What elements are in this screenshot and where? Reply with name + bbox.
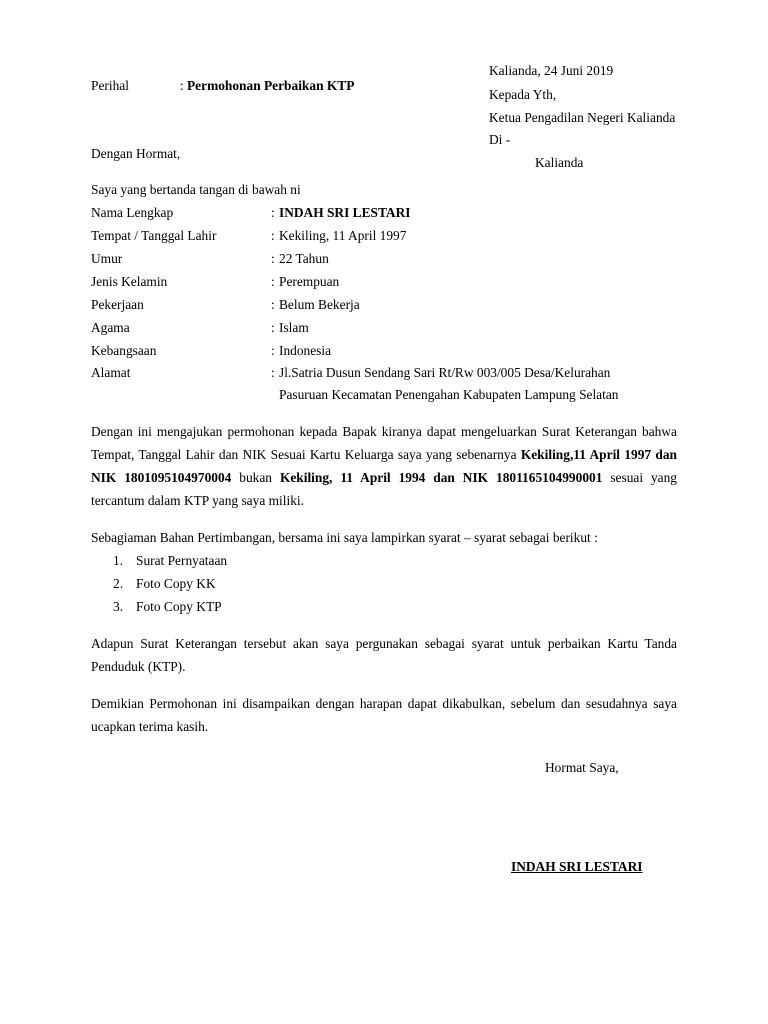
field-row	[91, 274, 691, 292]
recipient-line-2: Ketua Pengadilan Negeri Kalianda	[489, 110, 676, 125]
address-line-2: Pasuruan Kecamatan Penengahan Kabupaten Lampung Selatan	[279, 387, 619, 402]
field-label: Agama	[91, 320, 130, 335]
field-value: Belum Bekerja	[279, 297, 360, 312]
field-label: Jenis Kelamin	[91, 274, 168, 289]
field-value: Kekiling, 11 April 1997	[279, 228, 407, 243]
list-text: Foto Copy KK	[136, 576, 216, 591]
subject-label: Perihal	[91, 78, 129, 93]
field-label: Alamat	[91, 365, 131, 380]
list-number: 2.	[113, 576, 124, 591]
field-label: Kebangsaan	[91, 343, 157, 358]
purpose-paragraph: Adapun Surat Keterangan tersebut akan saya pergunakan sebagai syarat untuk perbaikan Kartu Tanda Penduduk (KTP).	[91, 636, 677, 674]
field-colon: :	[271, 251, 275, 266]
field-value: Indonesia	[279, 343, 332, 358]
correct-birth-data: Kekiling,11 April 1997 dan NIK 1801095104970004	[91, 447, 677, 485]
field-row	[91, 205, 691, 223]
closing-paragraph: Demikian Permohonan ini disampaikan dengan harapan dapat dikabulkan, sebelum dan sesudahnya saya ucapkan terima kasih.	[91, 696, 677, 734]
list-text: Foto Copy KTP	[136, 599, 222, 614]
request-text-2: bukan	[231, 470, 280, 485]
subject-colon: :	[180, 78, 184, 93]
request-text-1: Dengan ini mengajukan permohonan kepada Bapak kiranya dapat mengeluarkan Surat Keterangan bahwa Tempat, Tanggal Lahir dan NIK Sesuai Kartu Keluarga saya yang sebenarnya	[91, 424, 677, 462]
field-row	[91, 320, 691, 338]
attachments-intro: Sebagiaman Bahan Pertimbangan, bersama ini saya lampirkan syarat – syarat sebagai berikut :	[91, 530, 598, 545]
subject-value: Permohonan Perbaikan KTP	[187, 78, 355, 93]
field-colon: :	[271, 343, 275, 358]
field-row	[91, 228, 691, 246]
field-value: Islam	[279, 320, 309, 335]
recipient-line-4: Kalianda	[535, 155, 584, 170]
request-paragraph	[91, 420, 677, 512]
field-value: 22 Tahun	[279, 251, 329, 266]
list-number: 1.	[113, 553, 124, 568]
recipient-line-1: Kepada Yth,	[489, 87, 557, 102]
signature-name: INDAH SRI LESTARI	[511, 859, 643, 874]
field-label: Tempat / Tanggal Lahir	[91, 228, 217, 243]
field-row	[91, 365, 691, 383]
list-text: Surat Pernyataan	[136, 553, 228, 568]
request-text-3: sesuai yang tercantum dalam KTP yang saya miliki.	[91, 470, 678, 508]
field-label: Umur	[91, 251, 123, 266]
field-row	[91, 343, 691, 361]
greeting: Dengan Hormat,	[91, 146, 181, 161]
field-value: Perempuan	[279, 274, 340, 289]
field-row	[91, 297, 691, 315]
field-colon: :	[271, 274, 275, 289]
letter-date: Kalianda, 24 Juni 2019	[489, 63, 614, 78]
field-row	[91, 251, 691, 269]
incorrect-birth-data: Kekiling, 11 April 1994 dan NIK 1801165104990001	[279, 470, 603, 485]
field-label: Pekerjaan	[91, 297, 144, 312]
field-colon: :	[271, 365, 275, 380]
field-label: Nama Lengkap	[91, 205, 174, 220]
field-value: INDAH SRI LESTARI	[279, 205, 411, 220]
field-colon: :	[271, 228, 275, 243]
field-colon: :	[271, 297, 275, 312]
field-colon: :	[271, 205, 275, 220]
closing-salutation: Hormat Saya,	[545, 760, 619, 775]
intro-text: Saya yang bertanda tangan di bawah ni	[91, 182, 301, 197]
recipient-line-3: Di -	[489, 132, 511, 147]
field-colon: :	[271, 320, 275, 335]
list-number: 3.	[113, 599, 124, 614]
field-value: Jl.Satria Dusun Sendang Sari Rt/Rw 003/005 Desa/Kelurahan	[279, 365, 611, 380]
